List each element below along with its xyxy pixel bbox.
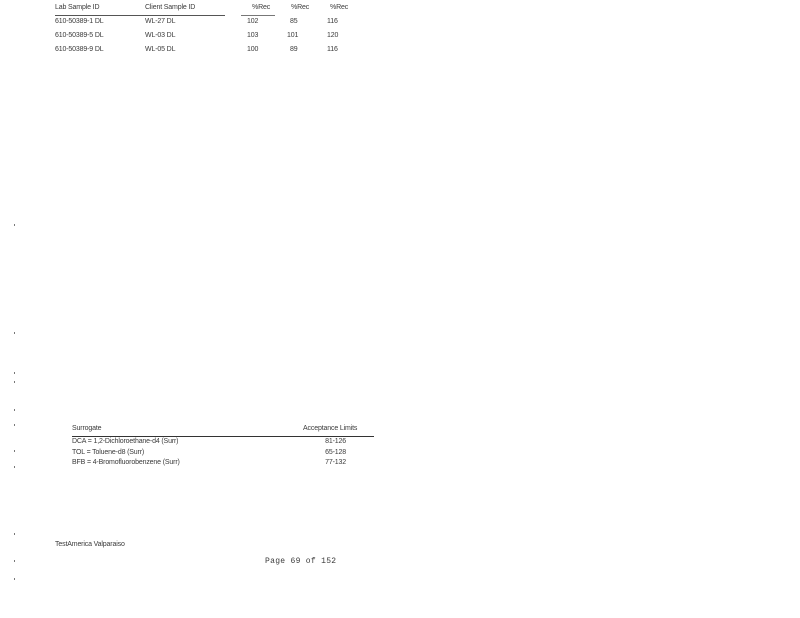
margin-tick	[14, 466, 15, 468]
results-header-row	[55, 4, 375, 16]
bfb-value: 116	[327, 46, 338, 53]
header-underline	[55, 15, 225, 16]
bfb-value: 116	[327, 18, 338, 25]
dca-value: 103	[247, 32, 259, 39]
table-row	[55, 18, 375, 30]
dca-value: 100	[247, 46, 259, 53]
bfb-value: 120	[327, 32, 339, 39]
header-bfb-rec: %Rec	[330, 4, 349, 11]
tol-value: 89	[290, 46, 298, 53]
surrogate-name: DCA = 1,2-Dichloroethane-d4 (Surr)	[72, 438, 179, 445]
header-tol-rec: %Rec	[291, 4, 310, 11]
header-acceptance-limits: Acceptance Limits	[303, 425, 358, 432]
margin-tick	[14, 409, 15, 411]
margin-tick	[14, 560, 15, 562]
client-sample-id: WL-03 DL	[145, 32, 176, 39]
header-rule	[72, 436, 374, 437]
header-surrogate: Surrogate	[72, 425, 102, 432]
dca-value: 102	[247, 18, 259, 25]
table-row	[55, 32, 375, 44]
lab-sample-id: 610-50389-5 DL	[55, 32, 104, 39]
margin-tick	[14, 372, 15, 374]
header-underline-dca	[241, 15, 275, 16]
lab-sample-id: 610-50389-1 DL	[55, 18, 104, 25]
margin-tick	[14, 533, 15, 535]
page-number: Page 69 of 152	[265, 557, 337, 566]
acceptance-limits: 81-126	[325, 438, 346, 445]
surrogate-legend-table	[72, 425, 376, 475]
margin-tick	[14, 578, 15, 580]
tol-value: 101	[287, 32, 299, 39]
lab-sample-id: 610-50389-9 DL	[55, 46, 104, 53]
margin-tick	[14, 381, 15, 383]
acceptance-limits: 65-128	[325, 449, 346, 456]
table-row	[55, 46, 375, 58]
margin-tick	[14, 224, 15, 226]
surrogate-name: TOL = Toluene-d8 (Surr)	[72, 449, 145, 456]
margin-tick	[14, 450, 15, 452]
header-dca-rec: %Rec	[252, 4, 271, 11]
header-client-sample-id: Client Sample ID	[145, 4, 196, 11]
footer-lab-name: TestAmerica Valparaiso	[55, 541, 125, 548]
surrogate-header-row	[72, 425, 376, 437]
client-sample-id: WL-27 DL	[145, 18, 176, 25]
surrogate-results-table	[55, 4, 375, 64]
list-item	[72, 459, 376, 470]
surrogate-name: BFB = 4-Bromofluorobenzene (Surr)	[72, 459, 180, 466]
list-item	[72, 438, 376, 449]
tol-value: 85	[290, 18, 298, 25]
header-lab-sample-id: Lab Sample ID	[55, 4, 100, 11]
acceptance-limits: 77-132	[325, 459, 346, 466]
margin-tick	[14, 424, 15, 426]
client-sample-id: WL-05 DL	[145, 46, 176, 53]
margin-tick	[14, 332, 15, 334]
